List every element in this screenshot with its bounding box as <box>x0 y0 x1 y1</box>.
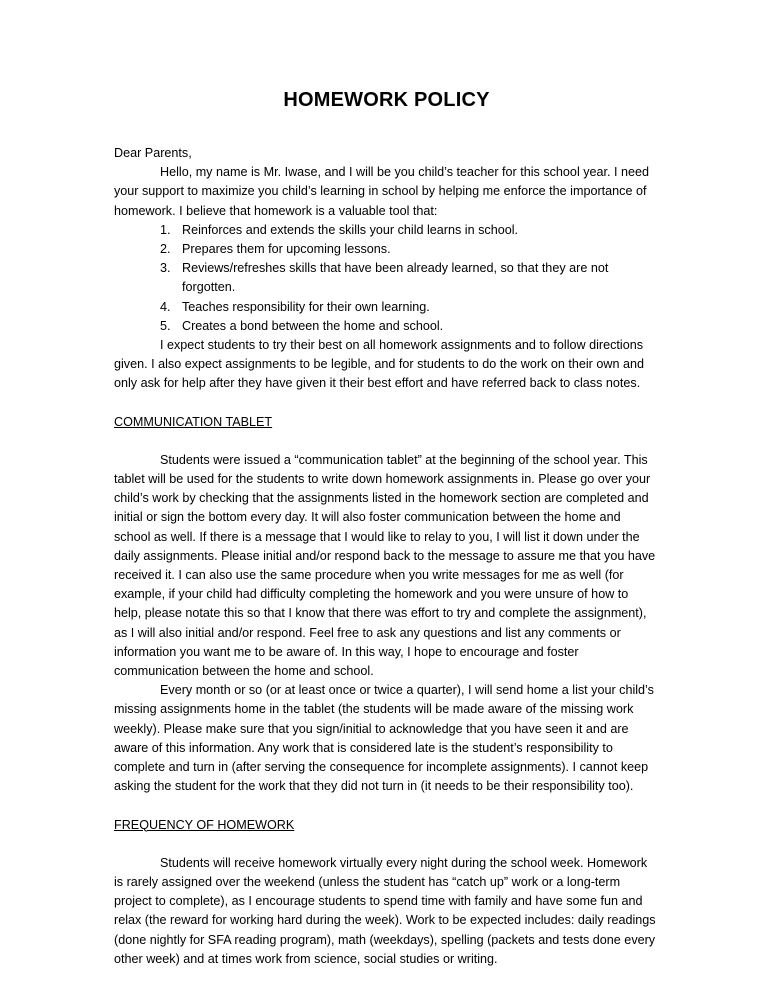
list-item <box>114 221 659 240</box>
list-item-text: Reviews/refreshes skills that have been already learned, so that they are not forgotten. <box>182 261 609 295</box>
list-item <box>114 317 659 336</box>
communication-paragraph-1: Students were issued a “communication tablet” at the beginning of the school year. This tablet will be used for the students to write down homework assignments in. Please go over your child’s work by checking that the assignments listed in the homework section are completed and initial or sign the bottom every day. It will also foster communication between the home and school as well. If there is a message that I would like to relay to you, I will list it down under the daily assignments. Please initial and/or respond back to the message to assure me that you have received it. I can also use the same procedure when you write messages for me as well (for example, if your child had difficulty completing the homework and you were unsure of how to help, please notate this so that I know that there was effort to try and complete the assignment), as I will also initial and/or respond. Feel free to ask any questions and list any comments or information you want me to be aware of. In this way, I hope to encourage and foster communication between the home and school. <box>114 452 656 679</box>
list-item <box>114 240 659 259</box>
frequency-paragraph-1: Students will receive homework virtually every night during the school week. Homework is rarely assigned over the weekend (unless the student has “catch up” work or a long-term project to complete), as I encourage students to spend time with family and have some fun and relax (the reward for working hard during the week). Work to be expected includes: daily readings (done nightly for SFA reading program), math (weekdays), spelling (packets and tests done every other week) and at times work from science, social studies or writing. <box>114 855 656 966</box>
list-item-text: Teaches responsibility for their own learning. <box>182 299 430 314</box>
list-item-number: 3. <box>160 261 171 276</box>
list-item <box>114 259 659 297</box>
list-item-text: Prepares them for upcoming lessons. <box>182 242 391 257</box>
communication-paragraph-2: Every month or so (or at least once or twice a quarter), I will send home a list your child’s missing assignments home in the tablet (the students will be made aware of the missing work weekly). Please make sure that you sign/initial to acknowledge that you have seen it and are aware of this information. Any work that is considered late is the student’s responsibility to complete and turn in (after serving the consequence for incomplete assignments). I cannot keep asking the student for the work that they did not turn in (it needs to be their responsibility too). <box>114 683 654 794</box>
intro-paragraph: Hello, my name is Mr. Iwase, and I will be you child’s teacher for this school year. I need your support to maximize you child’s learning in school by helping me enforce the importance of homework. I believe that homework is a valuable tool that: <box>114 165 650 218</box>
frequency-heading: FREQUENCY OF HOMEWORK <box>114 817 295 832</box>
list-item <box>114 298 659 317</box>
list-item-number: 2. <box>160 242 171 257</box>
list-item-number: 1. <box>160 222 171 237</box>
list-item-number: 4. <box>160 299 171 314</box>
page-title: HOMEWORK POLICY <box>283 89 490 111</box>
communication-heading: COMMUNICATION TABLET <box>114 414 273 429</box>
salutation: Dear Parents, <box>114 146 192 160</box>
list-item-text: Creates a bond between the home and school. <box>182 318 444 333</box>
list-item-text: Reinforces and extends the skills your child learns in school. <box>182 222 519 237</box>
list-item-number: 5. <box>160 318 171 333</box>
reasons-list <box>114 221 659 336</box>
expectations-paragraph: I expect students to try their best on all homework assignments and to follow directions given. I also expect assignments to be legible, and for students to do the work on their own and only ask for help after they have given it their best effort and have referred back to class notes. <box>114 338 644 391</box>
document-page <box>114 88 659 969</box>
